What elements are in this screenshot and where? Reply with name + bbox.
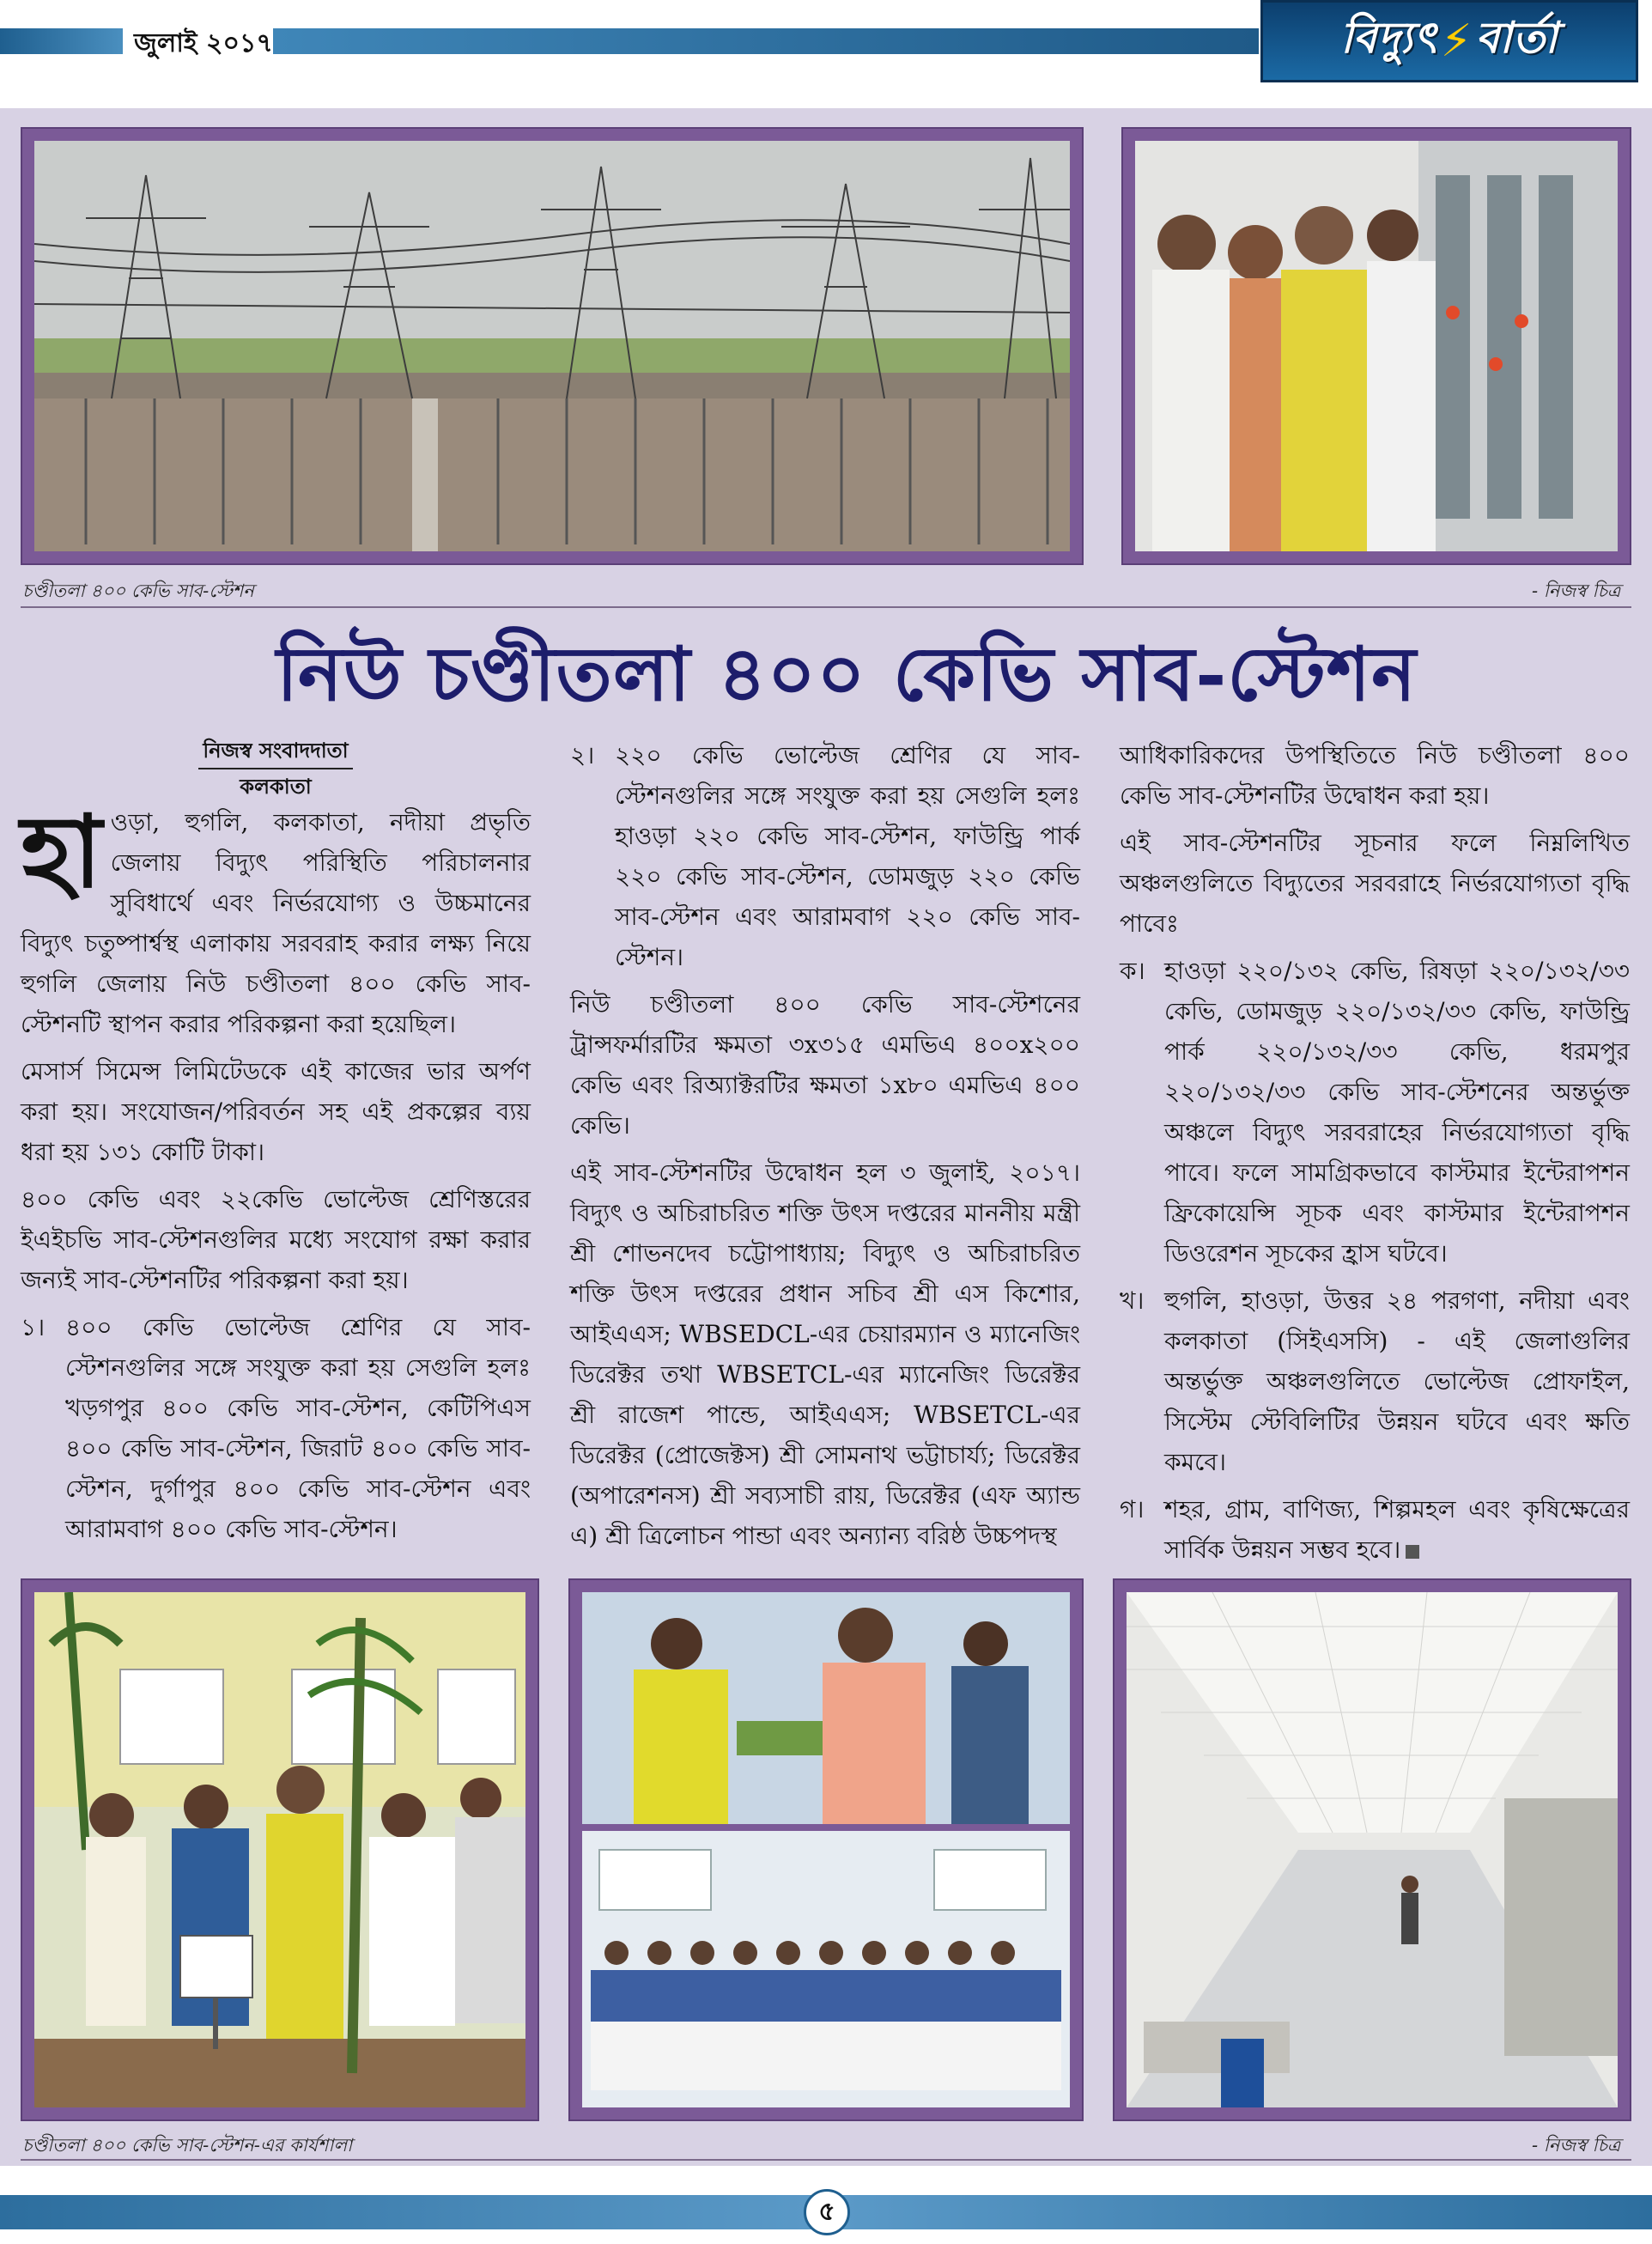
article-column-1: [21, 735, 531, 1556]
list-number: খ।: [1120, 1286, 1145, 1315]
headline: নিউ চণ্ডীতলা ৪০০ কেভি সাব-স্টেশন: [276, 629, 1418, 718]
divider-bottom: [21, 2159, 1631, 2161]
article-paragraph: আধিকারিকদের উপস্থিতিতে নিউ চণ্ডীতলা ৪০০ কেভি সাব-স্টেশনটির উদ্বোধন করা হয়।: [1120, 741, 1630, 810]
byline: [21, 735, 531, 802]
list-text: ২২০ কেভি ভোল্টেজ শ্রেণির যে সাব-স্টেশনগুলির সঙ্গে সংযুক্ত করা হয় সেগুলি হলঃ হাওড়া ২২০ কেভি সাব-স্টেশন, ফাউন্ড্রি পার্ক ২২০ কেভি সাব-স্টেশন, ডোমজুড় ২২০ কেভি সাব-স্টেশন এবং আরামবাগ ২২০ কেভি সাব-স্টেশন।: [615, 741, 1080, 971]
workshop-photo: [582, 1592, 1070, 2107]
top-photo-caption: চণ্ডীতলা ৪০০ কেভি সাব-স্টেশন: [22, 581, 254, 601]
article-paragraph: মেসার্স সিমেন্স লিমিটেডকে এই কাজের ভার অর্পণ করা হয়। সংযোজন/পরিবর্তন সহ এই প্রকল্পের ব্যয় ধরা হয় ১৩১ কোটি টাকা।: [21, 1057, 531, 1166]
header-bar-left: [0, 28, 123, 54]
article-paragraph: এই সাব-স্টেশনটির সূচনার ফলে নিম্নলিখিত অঞ্চলগুলিতে বিদ্যুতের সরবরাহে নির্ভরযোগ্যতা বৃদ্ধি পাবেঃ: [1120, 829, 1630, 938]
bottom-photo-caption: চণ্ডীতলা ৪০০ কেভি সাব-স্টেশন-এর কার্যশালা: [22, 2135, 353, 2156]
list-number: ১।: [21, 1313, 46, 1341]
byline-author: নিজস্ব সংবাদদাতা: [203, 738, 349, 763]
article-paragraph: ৪০০ কেভি এবং ২২কেভি ভোল্টেজ শ্রেণিস্তরের ইএইচভি সাব-স্টেশনগুলির মধ্যে সংযোগ রক্ষা করার জন্যই সাব-স্টেশনটির পরিকল্পনা করা হয়।: [21, 1185, 531, 1294]
list-item: [570, 735, 1080, 977]
divider-top: [21, 606, 1631, 608]
list-text: হুগলি, হাওড়া, উত্তর ২৪ পরগণা, নদীয়া এবং কলকাতা (সিইএসসি) - এই জেলাগুলির অন্তর্ভুক্ত অঞ্চলগুলিতে ভোল্টেজ প্রোফাইল, সিস্টেম স্টেবিলিটির উন্নয়ন ঘটবে এবং ক্ষতি কমবে।: [1164, 1286, 1630, 1476]
tree-planting-photo: [34, 1592, 525, 2107]
inauguration-photo: [1135, 141, 1618, 551]
issue-date: জুলাই ২০১৭: [134, 28, 273, 58]
photo-frame-substation: [21, 127, 1084, 565]
drop-cap: হা: [21, 794, 102, 910]
photo-frame-workshop: [568, 1578, 1084, 2121]
article-paragraph: [21, 794, 531, 1044]
logo-text-right: বার্তা: [1475, 11, 1558, 63]
list-text: হাওড়া ২২০/১৩২ কেভি, রিষড়া ২২০/১৩২/৩৩ কেভি, ডোমজুড় ২২০/১৩২/৩৩ কেভি, ফাউন্ড্রি পার্ক ২২০/১৩২/৩৩ কেভি, ধরমপুর ২২০/১৩২/৩৩ কেভি সাব-স্টেশনের অন্তর্ভুক্ত অঞ্চলে বিদ্যুৎ সরবরাহের নির্ভরযোগ্যতা বৃদ্ধি পাবে। ফলে সামগ্রিকভাবে কাস্টমার ইন্টেরাপশন ফ্রিকোয়েন্সি সূচক এবং কাস্টমার ইন্টেরাপশন ডিওরেশন সূচকের হ্রাস ঘটবে।: [1164, 957, 1630, 1268]
logo-text-left: বিদ্যুৎ: [1340, 11, 1437, 63]
article-paragraph: নিউ চণ্ডীতলা ৪০০ কেভি সাব-স্টেশনের ট্রান্সফর্মারটির ক্ষমতা ৩x৩১৫ এমভিএ ৪০০x২০০ কেভি এবং রিঅ্যাক্টরটির ক্ষমতা ১x৮০ এমভিএ ৪০০ কেভি।: [570, 990, 1080, 1140]
list-text-content: শহর, গ্রাম, বাণিজ্য, শিল্পমহল এবং কৃষিক্ষেত্রের সার্বিক উন্নয়ন সম্ভব হবে।: [1164, 1495, 1630, 1564]
article-column-2: [570, 735, 1080, 1563]
list-text: ৪০০ কেভি ভোল্টেজ শ্রেণির যে সাব-স্টেশনগুলির সঙ্গে সংযুক্ত করা হয় সেগুলি হলঃ খড়গপুর ৪০০ কেভি সাব-স্টেশন, কেটিপিএস ৪০০ কেভি সাব-স্টেশন, জিরাট ৪০০ কেভি সাব-স্টেশন, দুর্গাপুর ৪০০ কেভি সাব-স্টেশন এবং আরামবাগ ৪০০ কেভি সাব-স্টেশন।: [65, 1313, 531, 1543]
list-text: [1164, 1489, 1630, 1570]
list-number: গ।: [1120, 1495, 1145, 1523]
page-number: ৫: [804, 2189, 850, 2235]
list-item: [1120, 1489, 1630, 1570]
substation-photo: [34, 141, 1070, 551]
list-item: [1120, 951, 1630, 1274]
photo-frame-interior: [1113, 1578, 1631, 2121]
top-photo-credit: - নিজস্ব চিত্র: [1532, 581, 1621, 601]
article-column-3: [1120, 735, 1630, 1577]
list-item: [1120, 1280, 1630, 1482]
header-bar-right: [273, 28, 1259, 54]
photo-frame-tree-planting: [21, 1578, 539, 2121]
article-text: ওড়া, হুগলি, কলকাতা, নদীয়া প্রভৃতি জেলায় বিদ্যুৎ পরিস্থিতি পরিচালনার সুবিধার্থে এবং নির্ভরযোগ্য ও উচ্চমানের বিদ্যুৎ চতুষ্পার্শ্বস্থ এলাকায় সরবরাহ করার লক্ষ্য নিয়ে হুগলি জেলায় নিউ চণ্ডীতলা ৪০০ কেভি সাব-স্টেশনটি স্থাপন করার পরিকল্পনা করা হয়েছিল।: [21, 808, 531, 1038]
byline-place: কলকাতা: [240, 774, 312, 799]
photo-frame-inauguration: [1121, 127, 1631, 565]
list-number: ২।: [570, 741, 595, 769]
interior-photo: [1127, 1592, 1618, 2107]
list-number: ক।: [1120, 957, 1145, 985]
end-mark-icon: [1406, 1545, 1419, 1559]
lightning-bolt-icon: ⚡: [1440, 15, 1473, 67]
article-paragraph: এই সাব-স্টেশনটির উদ্বোধন হল ৩ জুলাই, ২০১৭। বিদ্যুৎ ও অচিরাচরিত শক্তি উৎস দপ্তরের মাননীয় মন্ত্রী শ্রী শোভনদেব চট্টোপাধ্যায়; বিদ্যুৎ ও অচিরাচরিত শক্তি উৎস দপ্তরের প্রধান সচিব শ্রী এস কিশোর, আইএএস; WBSEDCL-এর চেয়ারম্যান ও ম্যানেজিং ডিরেক্টর তথা WBSETCL-এর ম্যানেজিং ডিরেক্টর শ্রী রাজেশ পান্ডে, আইএএস; WBSETCL-এর ডিরেক্টর (প্রোজেক্টস) শ্রী সোমনাথ ভট্টাচার্য্য; ডিরেক্টর (অপারেশনস) শ্রী সব্যসাচী রায়, ডিরেক্টর (এফ অ্যান্ড এ) শ্রী ত্রিলোচন পান্ডা এবং অন্যান্য বরিষ্ঠ উচ্চপদস্থ: [570, 1158, 1080, 1550]
byline-underline: [198, 768, 353, 769]
bottom-photo-credit: - নিজস্ব চিত্র: [1532, 2135, 1621, 2156]
list-item: [21, 1307, 531, 1549]
magazine-logo: [1260, 0, 1638, 82]
